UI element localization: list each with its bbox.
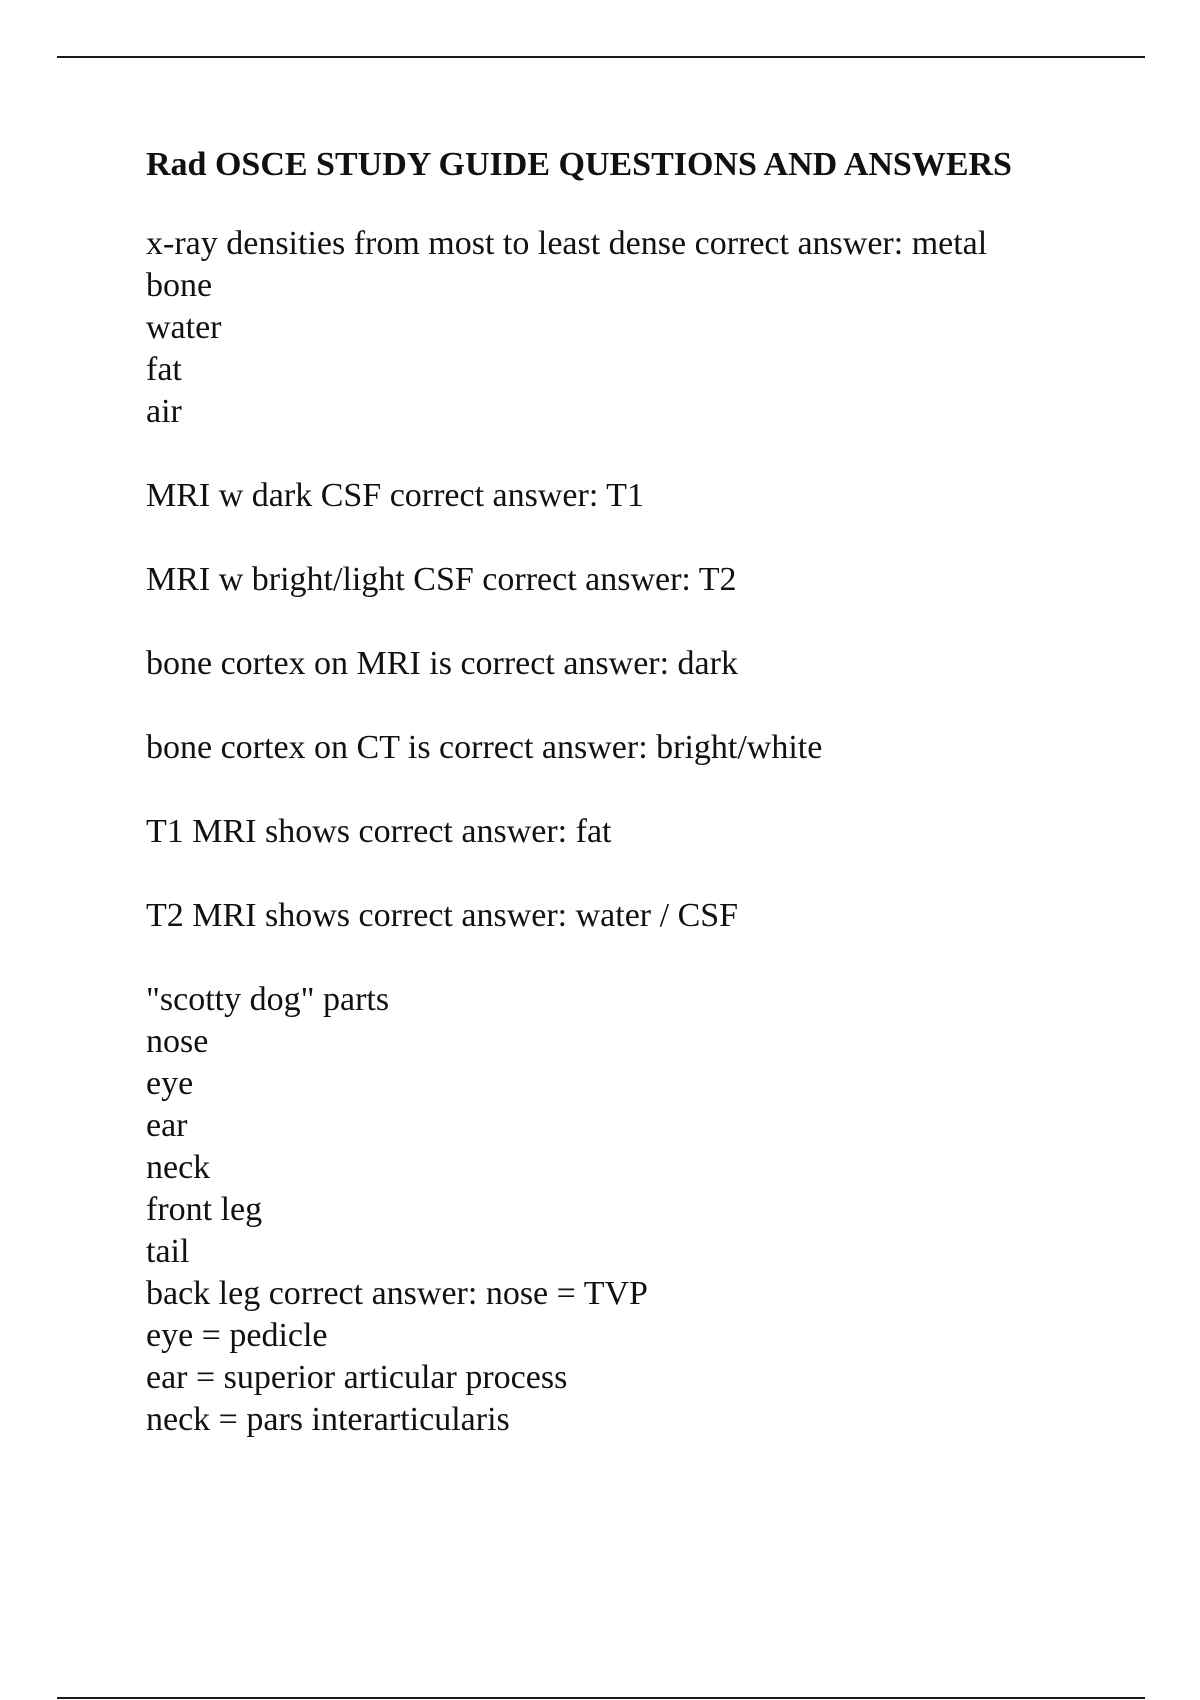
qa-line: T1 MRI shows correct answer: fat: [146, 813, 612, 850]
qa-block: [146, 643, 1146, 685]
qa-block: [146, 895, 1146, 937]
qa-line: bone cortex on CT is correct answer: bright/white: [146, 729, 823, 766]
qa-line: neck = pars interarticularis: [146, 1401, 510, 1438]
qa-block: [146, 811, 1146, 853]
qa-line: ear: [146, 1107, 188, 1144]
qa-line: x-ray densities from most to least dense correct answer: metal: [146, 225, 988, 262]
qa-line: bone cortex on MRI is correct answer: dark: [146, 645, 738, 682]
qa-line: neck: [146, 1149, 211, 1186]
document-body: [146, 145, 1146, 1483]
qa-line: nose: [146, 1023, 209, 1060]
qa-block: [146, 979, 1146, 1441]
qa-block: [146, 559, 1146, 601]
header-rule: [57, 56, 1145, 58]
qa-line: "scotty dog" parts: [146, 981, 390, 1018]
qa-line: tail: [146, 1233, 190, 1270]
qa-line: MRI w bright/light CSF correct answer: T2: [146, 561, 737, 598]
qa-line: T2 MRI shows correct answer: water / CSF: [146, 897, 739, 934]
qa-block: [146, 727, 1146, 769]
qa-line: water: [146, 309, 222, 346]
footer-rule: [57, 1697, 1145, 1699]
qa-line: eye: [146, 1065, 194, 1102]
qa-line: back leg correct answer: nose = TVP: [146, 1275, 648, 1312]
qa-line: fat: [146, 351, 182, 388]
qa-line: front leg: [146, 1191, 263, 1228]
qa-block: [146, 223, 1146, 433]
qa-list: [146, 223, 1146, 1441]
qa-block: [146, 475, 1146, 517]
qa-line: eye = pedicle: [146, 1317, 328, 1354]
qa-line: ear = superior articular process: [146, 1359, 568, 1396]
document-title: Rad OSCE STUDY GUIDE QUESTIONS AND ANSWERS: [146, 146, 1012, 183]
qa-line: MRI w dark CSF correct answer: T1: [146, 477, 644, 514]
qa-line: air: [146, 393, 182, 430]
qa-line: bone: [146, 267, 213, 304]
